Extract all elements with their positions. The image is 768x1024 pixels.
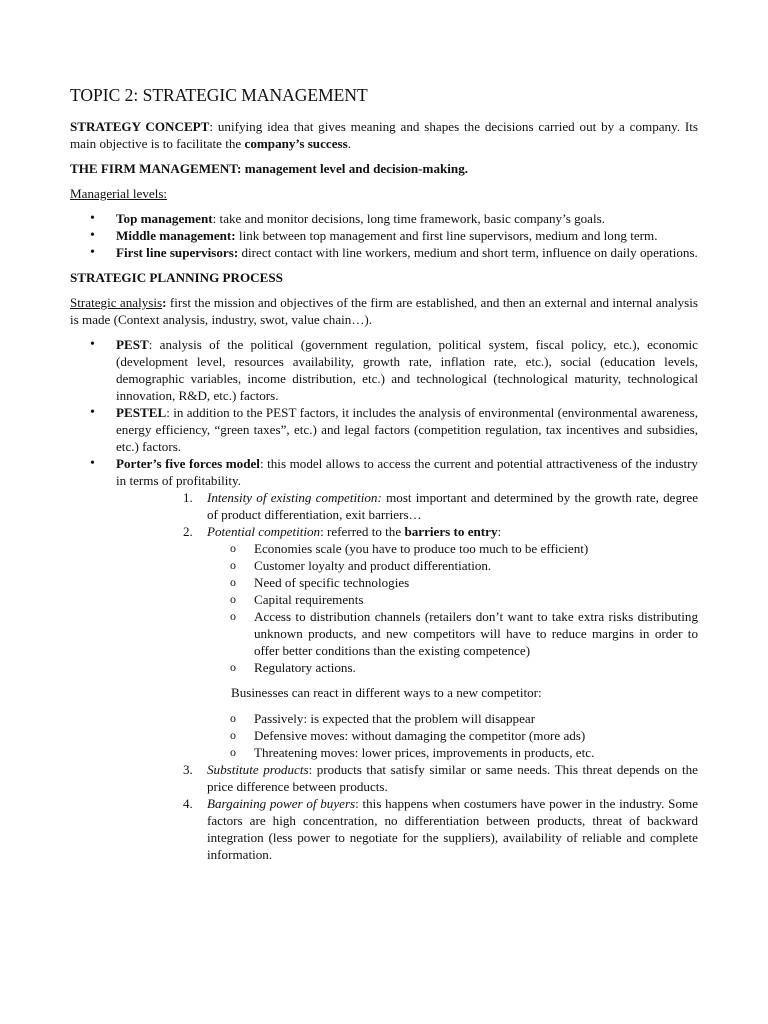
planning-heading-text: STRATEGIC PLANNING PROCESS <box>70 270 283 285</box>
force-item <box>70 523 698 540</box>
force-item <box>70 795 698 863</box>
barriers-list <box>70 540 698 676</box>
list-item-label: PESTEL <box>116 405 167 420</box>
sub-list-item-text: Threatening moves: lower prices, improvements in products, etc. <box>254 745 595 760</box>
force-number: 1. <box>183 490 193 505</box>
firm-management-heading <box>70 160 698 177</box>
list-item-label: Middle management: <box>116 228 236 243</box>
strategy-concept-label: STRATEGY CONCEPT <box>70 119 210 134</box>
force-number: 4. <box>183 796 193 811</box>
planning-heading <box>70 269 698 286</box>
page-title: TOPIC 2: STRATEGIC MANAGEMENT <box>70 85 368 105</box>
circle-bullet-icon: o <box>230 592 236 606</box>
sub-list-item <box>70 591 698 608</box>
list-item-text: direct contact with line workers, medium and short term, influence on daily operations. <box>238 245 698 260</box>
list-item-text: : this model allows to access the current and potential attractiveness of the industry in terms of profitability. <box>116 456 698 488</box>
document-page <box>70 84 698 863</box>
force-item <box>70 489 698 523</box>
list-item-text: : analysis of the political (government regulation, political system, fiscal policy, etc.), economic (development level, resources availability, growth rate, inflation rate, etc.), social (education levels, demographic variables, income distribution, etc.) and technological (technological maturity, technological innovation, R&D, etc.) factors. <box>116 337 698 403</box>
sub-list-item <box>70 557 698 574</box>
strategy-concept-end: . <box>347 136 351 151</box>
firm-management-heading-text: THE FIRM MANAGEMENT: management level and decision-making. <box>70 161 469 176</box>
sub-list-item <box>70 659 698 676</box>
list-item-label: PEST <box>116 337 149 352</box>
circle-bullet-icon: o <box>230 558 236 572</box>
force-text-end: : <box>497 524 502 539</box>
circle-bullet-icon: o <box>230 541 236 555</box>
sub-list-item <box>70 710 698 727</box>
list-item-text: link between top management and first line supervisors, medium and long term. <box>235 228 658 243</box>
managerial-levels-list <box>70 210 698 261</box>
force-title: Potential competition <box>207 524 321 539</box>
circle-bullet-icon: o <box>230 745 236 759</box>
force-title: Intensity of existing competition: <box>207 490 382 505</box>
reactions-list <box>70 710 698 761</box>
five-forces-list <box>70 489 698 540</box>
list-item <box>70 244 698 261</box>
sub-list-item <box>70 727 698 744</box>
circle-bullet-icon: o <box>230 575 236 589</box>
force-title: Substitute products <box>207 762 309 777</box>
list-item-label: First line supervisors: <box>116 245 239 260</box>
sub-list-item-text: Capital requirements <box>254 592 364 607</box>
force-item <box>70 761 698 795</box>
force-number: 3. <box>183 762 193 777</box>
sub-list-item-text: Need of specific technologies <box>254 575 410 590</box>
list-item <box>70 210 698 227</box>
circle-bullet-icon: o <box>230 728 236 742</box>
sub-list-item-text: Customer loyalty and product differentiation. <box>254 558 492 573</box>
strategic-analysis-colon: : <box>162 295 167 310</box>
force-text: most important and determined by the growth rate, degree of product differentiation, exit barriers… <box>207 490 699 522</box>
strategy-concept-bold-end: company’s success <box>244 136 348 151</box>
five-forces-list-continued <box>70 761 698 863</box>
reaction-note: Businesses can react in different ways to a new competitor: <box>231 685 542 700</box>
sub-list-item-text: Economies scale (you have to produce too much to be efficient) <box>254 541 589 556</box>
sub-list-item-text: Defensive moves: without damaging the competitor (more ads) <box>254 728 586 743</box>
force-number: 2. <box>183 524 193 539</box>
list-item <box>70 455 698 489</box>
list-item-text: : in addition to the PEST factors, it includes the analysis of environmental (environmental awareness, energy efficiency, “green taxes”, etc.) and legal factors (competition regulation, tax incentives and subsidies, etc.) factors. <box>116 405 698 454</box>
circle-bullet-icon: o <box>230 660 236 674</box>
sub-list-item-text: Regulatory actions. <box>254 660 356 675</box>
list-item-label: Top management <box>116 211 213 226</box>
list-item <box>70 404 698 455</box>
circle-bullet-icon: o <box>230 711 236 725</box>
strategy-concept-text: : unifying idea that gives meaning and shapes the decisions carried out by a company. Its main objective is to facilitate the <box>70 119 698 151</box>
sub-list-item-text: Access to distribution channels (retailers don’t want to take extra risks distributing unknown products, and new competitors will have to reduce margins in order to offer better conditions than the existing competence) <box>254 609 698 658</box>
sub-list-item <box>70 744 698 761</box>
strategic-analysis-text: first the mission and objectives of the firm are established, and then an external and internal analysis is made (Context analysis, industry, swot, value chain…). <box>70 295 698 327</box>
sub-list-item-text: Passively: is expected that the problem will disappear <box>254 711 536 726</box>
list-item-label: Porter’s five forces model <box>116 456 260 471</box>
list-item-text: : take and monitor decisions, long time framework, basic company’s goals. <box>212 211 605 226</box>
list-item <box>70 227 698 244</box>
strategy-concept-paragraph <box>70 118 698 152</box>
sub-list-item <box>70 608 698 659</box>
list-item <box>70 336 698 404</box>
sub-list-item <box>70 574 698 591</box>
force-text: : products that satisfy similar or same needs. This threat depends on the price difference between products. <box>207 762 698 794</box>
managerial-levels-heading: Managerial levels: <box>70 186 168 201</box>
sub-list-item <box>70 540 698 557</box>
strategic-analysis-label: Strategic analysis <box>70 295 163 310</box>
force-text: : referred to the <box>320 524 405 539</box>
analysis-tools-list <box>70 336 698 489</box>
strategic-analysis-paragraph <box>70 294 698 328</box>
circle-bullet-icon: o <box>230 609 236 623</box>
force-text: : this happens when costumers have power in the industry. Some factors are high concentration, no differentiation between products, threat of backward integration (less power to negotiate for the suppliers), availability of reliable and complete information. <box>207 796 698 862</box>
force-bold-term: barriers to entry <box>404 524 498 539</box>
force-title: Bargaining power of buyers <box>207 796 356 811</box>
